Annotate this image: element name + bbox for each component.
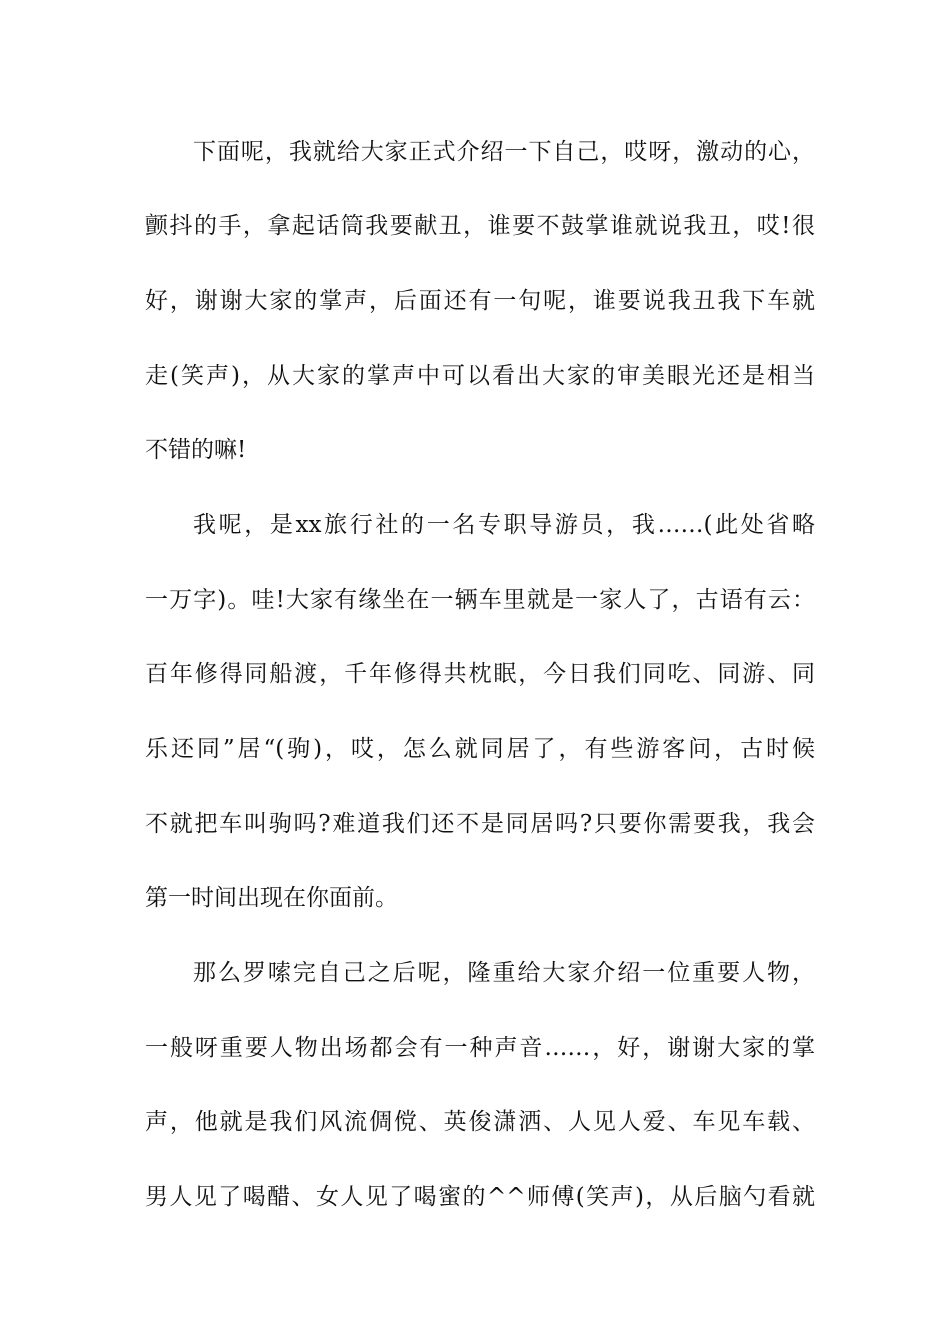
paragraph-2-line-2: 一万字)。哇!大家有缘坐在一辆车里就是一家人了，古语有云： xyxy=(145,587,815,613)
paragraph-2-line-1: 我呢，是xx旅行社的一名专职导游员，我……(此处省略 xyxy=(193,512,815,538)
paragraph-1-line-1: 下面呢，我就给大家正式介绍一下自己，哎呀，激动的心， xyxy=(193,139,815,165)
paragraph-1-line-4: 走(笑声)，从大家的掌声中可以看出大家的审美眼光还是相当 xyxy=(145,363,815,389)
paragraph-1-line-2: 颤抖的手，拿起话筒我要献丑，谁要不鼓掌谁就说我丑，哎!很 xyxy=(145,213,815,239)
paragraph-1-line-5: 不错的嘛! xyxy=(145,437,247,463)
paragraph-1-line-3: 好，谢谢大家的掌声，后面还有一句呢，谁要说我丑我下车就 xyxy=(145,288,815,314)
paragraph-3-line-2: 一般呀重要人物出场都会有一种声音……，好，谢谢大家的掌 xyxy=(145,1035,815,1061)
paragraph-3-line-1: 那么罗嗦完自己之后呢，隆重给大家介绍一位重要人物， xyxy=(193,960,815,986)
paragraph-2-line-5: 不就把车叫驹吗?难道我们还不是同居吗?只要你需要我，我会 xyxy=(145,811,815,837)
paragraph-2-line-4: 乐还同”居“(驹)，哎，怎么就同居了，有些游客问，古时候 xyxy=(145,736,815,762)
paragraph-2-line-6: 第一时间出现在你面前。 xyxy=(145,885,398,911)
paragraph-3-line-4: 男人见了喝醋、女人见了喝蜜的^^师傅(笑声)，从后脑勺看就 xyxy=(145,1184,815,1210)
paragraph-3-line-3: 声，他就是我们风流倜傥、英俊潇洒、人见人爱、车见车载、 xyxy=(145,1109,815,1135)
paragraph-2-line-3: 百年修得同船渡，千年修得共枕眠，今日我们同吃、同游、同 xyxy=(145,661,815,687)
